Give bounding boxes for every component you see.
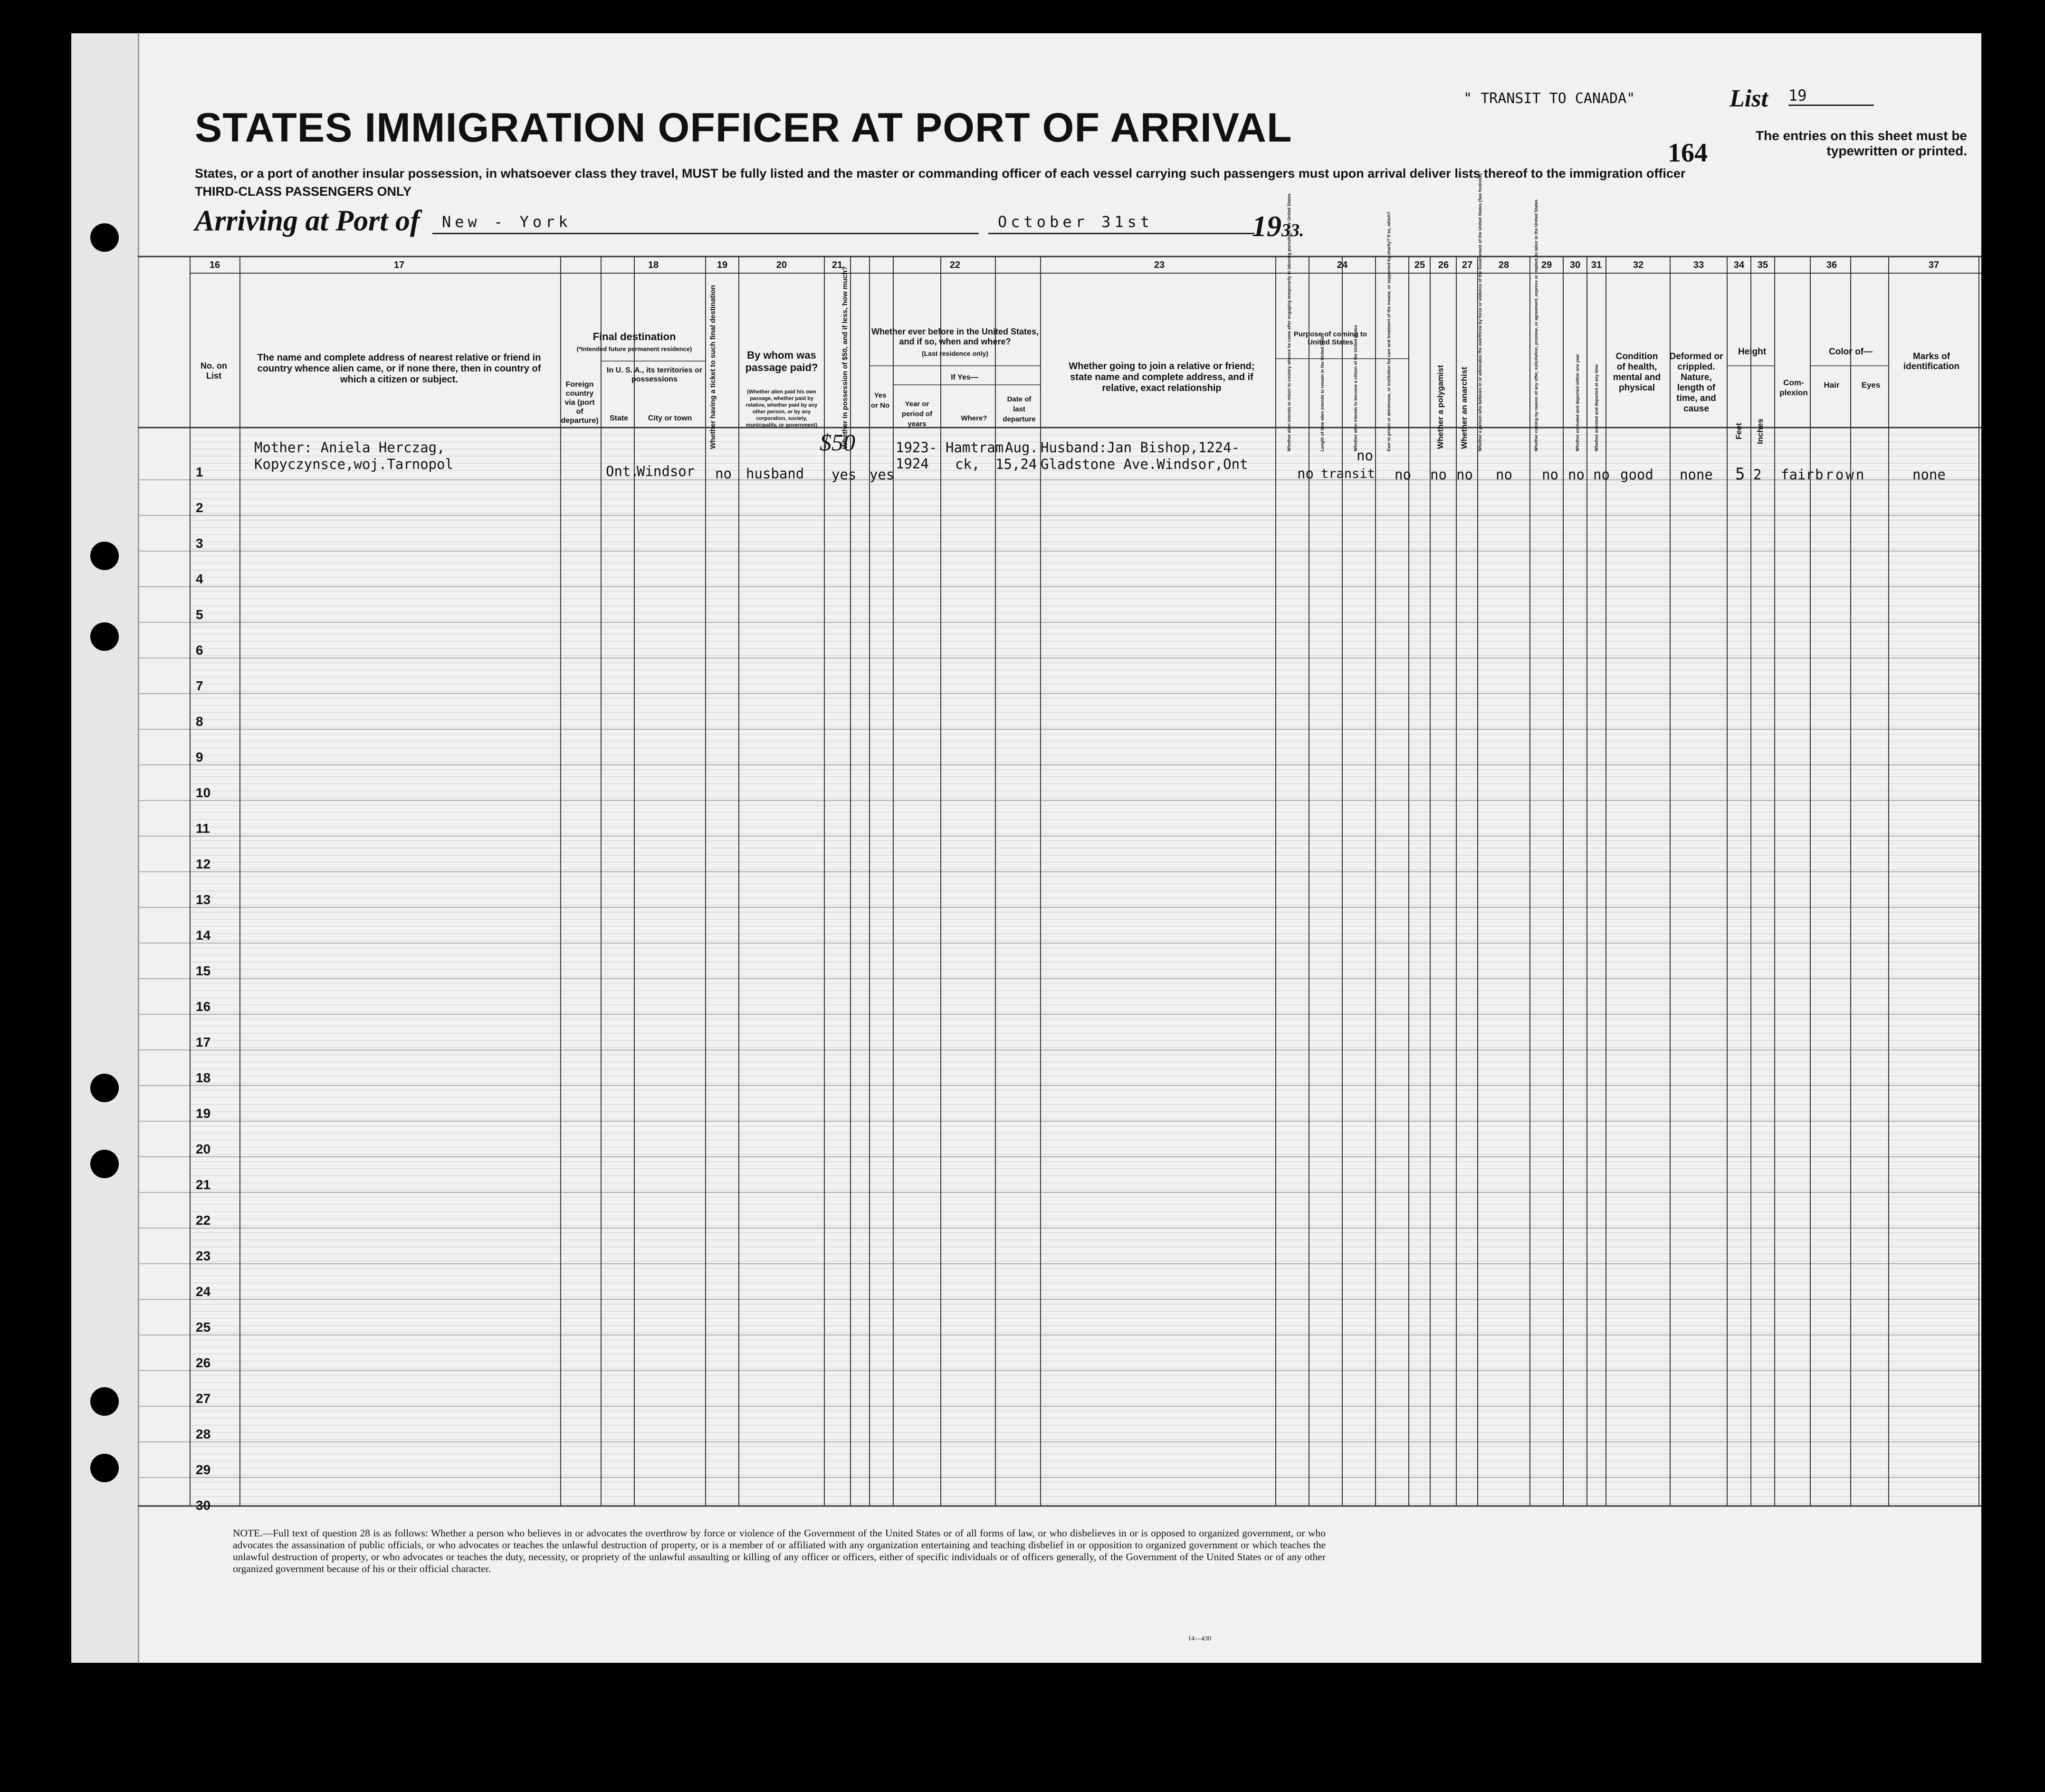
header-complexion: Com-plexion — [1779, 378, 1808, 397]
column-number: 23 — [1154, 260, 1165, 270]
instruction-line: States, or a port of another insular possession, in whatsoever class they travel, MUST be fully listed and the master or commanding officer of each vessel carrying such passengers must upon arrival deliver lists thereof to the immigration officer — [195, 166, 1686, 181]
entry-where-line1: Hamtram — [946, 439, 1004, 456]
header-date-departure: Date of last departure — [1003, 395, 1036, 423]
header-condition: Condition of health, mental and physical — [1613, 352, 1661, 393]
entry-offer: no — [1542, 467, 1558, 483]
list-label: List — [1730, 85, 1768, 112]
row-number: 1 — [196, 465, 203, 479]
header-final-destination: Final destination — [592, 331, 676, 343]
column-number: 30 — [1569, 260, 1581, 270]
entry-arrested: no — [1593, 467, 1610, 483]
header-last-residence: (Last residence only) — [921, 350, 989, 357]
entry-departure-line1: Aug. — [1005, 439, 1038, 456]
entry-departure-line2: 15,24 — [995, 456, 1037, 472]
row-number: 24 — [196, 1284, 211, 1299]
row-number: 28 — [196, 1427, 211, 1441]
header-passage-paid: By whom was passage paid? — [745, 349, 818, 373]
row-number: 15 — [196, 963, 211, 978]
entry-join-line1: Husband:Jan Bishop,1224- — [1041, 439, 1240, 456]
header-if-yes: If Yes— — [951, 373, 978, 381]
header-deformed: Deformed or crippled. Nature, length of time, and cause — [1669, 352, 1723, 414]
row-number: 20 — [196, 1142, 211, 1156]
row-number: 5 — [196, 607, 203, 622]
column-number: 26 — [1438, 260, 1449, 270]
row-number: 2 — [196, 500, 203, 515]
row-number: 4 — [196, 572, 203, 586]
arriving-label: Arriving at Port of — [195, 205, 420, 237]
header-city: City or town — [648, 414, 692, 422]
entry-hair: brown — [1815, 467, 1866, 483]
column-number: 31 — [1591, 260, 1602, 270]
header-hair: Hair — [1824, 381, 1840, 390]
entry-purpose-a: no — [1297, 466, 1314, 482]
column-number: 25 — [1414, 260, 1425, 270]
header-height: Height — [1738, 347, 1767, 357]
entry-anarchist: no — [1456, 467, 1473, 483]
entry-health: good — [1620, 467, 1653, 483]
entry-complexion: fair — [1781, 467, 1814, 483]
entry-deformed: none — [1680, 467, 1713, 483]
column-number: 28 — [1498, 260, 1510, 270]
entry-relative-line1: Mother: Aniela Herczag, — [254, 439, 445, 456]
row-number: 27 — [196, 1391, 211, 1406]
row-number: 14 — [196, 928, 211, 943]
header-yes-no: Yes or No — [870, 391, 890, 410]
row-number: 25 — [196, 1320, 211, 1334]
column-number: 33 — [1693, 260, 1704, 270]
column-number: 19 — [717, 260, 728, 270]
column-number: 21 — [831, 260, 843, 270]
entry-inches: 2 — [1753, 467, 1762, 483]
header-eyes: Eyes — [1861, 381, 1881, 390]
column-number: 37 — [1928, 260, 1940, 270]
arrival-date: October 31st — [998, 213, 1154, 231]
column-number: 24 — [1337, 260, 1348, 270]
header-no-on-list: No. on List — [201, 361, 227, 381]
entry-overthrow: no — [1496, 467, 1512, 483]
column-number: 18 — [648, 260, 659, 270]
list-number: 19 — [1788, 86, 1874, 106]
header-purpose: Purpose of coming to United States — [1293, 330, 1367, 346]
row-number: 22 — [196, 1213, 211, 1228]
row-number: 23 — [196, 1249, 211, 1263]
entry-purpose-c: no — [1357, 448, 1373, 464]
entry-relative-line2: Kopyczynsce,woj.Tarnopol — [254, 456, 454, 472]
row-number: 21 — [196, 1177, 211, 1192]
entry-years: 1923-1924 — [896, 439, 937, 472]
header-marks: Marks of identification — [1903, 352, 1960, 372]
entry-marks: none — [1912, 467, 1946, 483]
row-number: 29 — [196, 1462, 211, 1477]
row-number: 30 — [196, 1498, 211, 1513]
entry-possession: yes — [831, 467, 857, 483]
column-number: 27 — [1462, 260, 1473, 270]
column-number: 20 — [776, 260, 787, 270]
column-number: 36 — [1826, 260, 1837, 270]
header-final-destination-note: (*Intended future permanent residence) — [576, 345, 692, 353]
column-number: 29 — [1541, 260, 1552, 270]
entry-money: $50 — [820, 429, 855, 456]
row-number: 16 — [196, 999, 211, 1014]
port-name: New - York — [442, 213, 572, 231]
entry-state: Ont. — [606, 463, 639, 479]
row-number: 18 — [196, 1070, 211, 1085]
class-line: THIRD-CLASS PASSENGERS ONLY — [195, 184, 412, 199]
row-number: 11 — [196, 821, 210, 836]
row-number: 6 — [196, 643, 203, 658]
typewritten-note: The entries on this sheet must be typewritten or printed. — [1756, 128, 1967, 158]
entry-passage: husband — [746, 466, 804, 482]
header-relative: The name and complete address of nearest relative or friend in country whence alien came, or if none there, then in country of which a citizen or subject. — [257, 353, 541, 385]
entry-join-line2: Gladstone Ave.Windsor,Ont — [1041, 456, 1248, 472]
entry-ticket: no — [715, 466, 732, 482]
date-underline — [988, 233, 1254, 234]
row-number: 7 — [196, 678, 203, 693]
year-prefix: 1933. — [1252, 210, 1304, 243]
footnote: NOTE.—Full text of question 28 is as follows: Whether a person who believes in or advocates the overthrow by force or violence of the Government of the United States or of all forms of law, or who disbelieves in or is opposed to organized government, or who advocates the assassination of public officials, or who advocates or teaches the unlawful destruction of property, or is a member of or affiliated with any organization entertaining and teaching disbelief in or opposition to organized government or which teaches the unlawful destruction of property, or who advocates or teaches the duty, necessity, or propriety of the unlawful assaulting or killing of any officer or officers, either of specific individuals or of officers generally, of the Government of the United States or of any other organized government because of his or their official character. — [233, 1527, 1326, 1574]
header-join-relative: Whether going to join a relative or friend; state name and complete address, and if relative, exact relationship — [1069, 361, 1255, 393]
form-number: 14—430 — [1188, 1635, 1211, 1642]
header-state: State — [609, 414, 629, 422]
entry-city: Windsor — [637, 463, 695, 479]
row-number: 8 — [196, 714, 203, 729]
row-number: 9 — [196, 750, 203, 764]
header-in-usa: In U. S. A., its territories or possessions — [606, 366, 703, 383]
header-color-of: Color of— — [1829, 347, 1873, 357]
header-foreign-country: Foreign country via (port of departure) — [561, 381, 599, 425]
row-number: 13 — [196, 892, 211, 907]
column-number: 16 — [209, 260, 220, 270]
page-title: STATES IMMIGRATION OFFICER AT PORT OF ARRIVAL — [195, 105, 1292, 151]
entry-purpose-b: transit — [1321, 467, 1375, 481]
row-number: 3 — [196, 536, 203, 551]
header-year-period: Year or period of years — [901, 400, 933, 428]
sheet-number: 164 — [1668, 138, 1708, 168]
port-underline — [432, 233, 979, 234]
column-number: 32 — [1633, 260, 1644, 270]
header-ever-before: Whether ever before in the United States, and if so, when and where? — [871, 327, 1039, 346]
entry-excluded: no — [1568, 467, 1585, 483]
manifest-sheet: STATES IMMIGRATION OFFICER AT PORT OF ARRIVAL States, or a port of another insular possession, in whatsoever class they travel, MUST be fully listed and the master or commanding officer of each vessel carrying such passengers must upon arrival deliver lists thereof to the immigration officer THIRD-CLASS PASSENGERS ONLY " TRANSIT TO CANADA" List 19 164 The entries on this sheet must be typewritten or printed. Arriving at Port of New - York October 31st 1933. 16 17 18 19 20 21 22 23 24 25 26 27 28 29 30 31 32 33 34 35 36 37 No. on List The name and complete address of nearest relative or friend in country whence alien came, or if none there, then in country of which a citizen or subject. Final destination (*Intended future permanent residence) Foreign country via (port of departure) In U. S. A., its territories or possessions State City or town Whether having a ticket to such final destination By whom was passage paid? (Whether alien paid his own passage, whether paid by relative, whether paid by any other person, or by any corporation, society, municipality, or government) Whether in possession of $50, and if less, how much? Whether ever before in the United States, and if so, when and where? (Last residence only) If Yes— Yes or No Year or period of years Where? Date of last departure Whether going to join a relative or friend; state name and complete address, and if relative, exact relationship Purpose of coming to United States Whether alien intends to return to country whence he came after engaging temporarily in laboring pursuits in the United States Length of time alien intends to remain in the United States Whether alien intends to become a citizen of the United States Ever in prison or almshouse, or institution for care and treatment of the insane, or supported by charity? If so, which? Whether a polygamist Whether an anarchist Whether a person who believes in or advocates the overthrow by force or violence of the Government of the United States (See footnote) Whether coming by reason of any offer, solicitation, promise, or agreement, express or implied, to labor in the United States Whether excluded and deported within one year Whether arrested and deported at any time Condition of health, mental and physical Deformed or crippled. Nature, length of time, and cause Height Feet Inches Com-plexion Color of— Hair Eyes Marks of identification 1 2 3 4 5 6 7 8 9 10 11 12 13 14 15 16 17 18 19 20 21 22 23 24 25 26 27 28 29 30 Mother: Aniela Herczag, Kopyczynsce,woj.Tarnopol Ont. Windsor no husband $50 yes yes 1923-1924 Hamtram ck, Aug. 15,24 Husband:Jan Bishop,1224- Gladstone Ave.Windsor,Ont no transit no no no no no no no no good none 5 2 fair brown none NOTE.—Full text of question 28 is as follows: Whether a person who believes in or advocates the overthrow by force or violence of the Government of the United States or of all forms of law, or who disbelieves in or is opposed to organized government, or who advocates the assassination of public officials, or who advocates or teaches the unlawful destruction of property, or is a member of or affiliated with any organization entertaining and teaching disbelief in or opposition to organized government or which teaches the unlawful destruction of property, or who advocates or teaches the duty, necessity, or propriety of the unlawful assaulting or killing of any officer or officers, either of specific individuals or of officers generally, of the Government of the United States or of any other organized government because of his or their official character. 14—430 — [71, 33, 1981, 1663]
entry-polygamist: no — [1430, 467, 1447, 483]
entry-prison: no — [1395, 467, 1411, 483]
row-number: 10 — [196, 785, 211, 800]
column-number: 22 — [949, 260, 961, 270]
column-number: 34 — [1733, 260, 1745, 270]
row-number: 19 — [196, 1106, 211, 1121]
entry-ever-before: yes — [870, 467, 895, 483]
entry-feet: 5 — [1735, 465, 1745, 484]
row-number: 26 — [196, 1355, 211, 1370]
column-number: 35 — [1757, 260, 1768, 270]
row-number: 12 — [196, 857, 211, 871]
ruled-grid — [71, 33, 1981, 1663]
entry-where-line2: ck, — [955, 456, 980, 472]
transit-stamp: " TRANSIT TO CANADA" — [1463, 90, 1635, 107]
header-where: Where? — [961, 414, 987, 422]
row-number: 17 — [196, 1035, 211, 1049]
header-passage-note: (Whether alien paid his own passage, whether paid by relative, whether paid by any other person, or by any corporation, society, municipality, or government) — [745, 389, 818, 428]
column-number: 17 — [393, 260, 405, 270]
